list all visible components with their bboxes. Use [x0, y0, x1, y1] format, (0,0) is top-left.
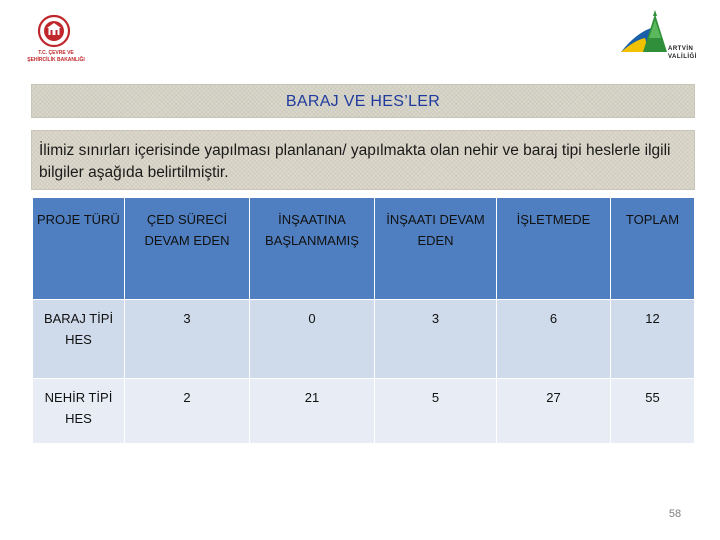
ministry-logo	[20, 12, 92, 68]
table-cell: 27	[497, 379, 611, 444]
table-cell: 2	[125, 379, 250, 444]
description-text: İlimiz sınırları içerisinde yapılması planlanan/ yapılmakta olan nehir ve baraj tipi heslerle ilgili bilgiler aşağıda belirtilmiştir.	[39, 142, 671, 181]
artvin-emblem-icon	[615, 8, 671, 60]
row-type-cell: BARAJ TİPİ HES	[33, 300, 125, 379]
governorship-name-line-1: ARTVİN	[668, 46, 694, 52]
table-cell: 5	[375, 379, 497, 444]
description-box	[31, 130, 695, 190]
ministry-name-line-2: ŞEHİRCİLİK BAKANLIĞI	[27, 57, 85, 63]
page-title: BARAJ VE HES’LER	[285, 93, 441, 110]
artvin-governorship-logo	[615, 8, 707, 64]
table-row	[33, 379, 695, 444]
header-isletmede: İŞLETMEDE	[497, 198, 611, 300]
table-cell: 3	[375, 300, 497, 379]
table-header-row	[33, 198, 695, 300]
row-type-cell: NEHİR TİPİ HES	[33, 379, 125, 444]
header-proje-turu: PROJE TÜRÜ	[33, 198, 125, 300]
table-cell: 0	[250, 300, 375, 379]
hes-status-table	[32, 197, 695, 444]
table-cell: 55	[611, 379, 695, 444]
table-cell: 12	[611, 300, 695, 379]
header-insaati-devam-eden: İNŞAATI DEVAM EDEN	[375, 198, 497, 300]
table-cell: 6	[497, 300, 611, 379]
table-cell: 3	[125, 300, 250, 379]
ministry-emblem-icon	[36, 14, 72, 48]
header-ced-sureci: ÇED SÜRECİ DEVAM EDEN	[125, 198, 250, 300]
governorship-name-line-2: VALİLİĞİ	[668, 54, 697, 60]
header-insaatina-baslanmamis: İNŞAATINA BAŞLANMAMIŞ	[250, 198, 375, 300]
title-bar	[31, 84, 695, 118]
table-cell: 21	[250, 379, 375, 444]
table-row	[33, 300, 695, 379]
page-number: 58	[668, 508, 682, 520]
ministry-name-line-1: T.C. ÇEVRE VE	[38, 50, 74, 56]
header-toplam: TOPLAM	[611, 198, 695, 300]
